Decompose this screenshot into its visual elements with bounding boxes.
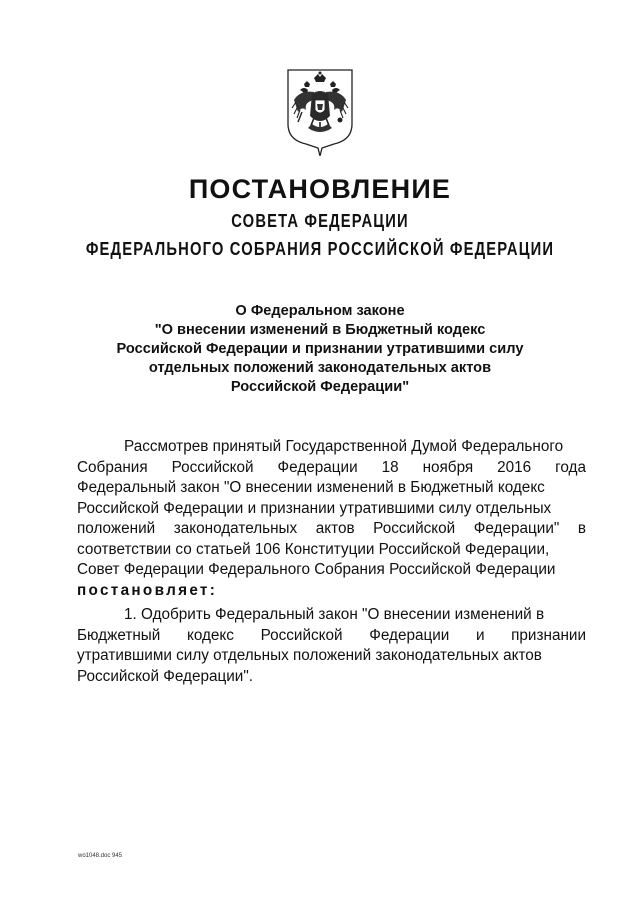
resolution-subject (0, 302, 640, 397)
paragraph-line: Совет Федерации Федерального Собрания Российской Федерации (77, 561, 556, 578)
issuing-body-line-2: ФЕДЕРАЛЬНОГО СОБРАНИЯ РОССИЙСКОЙ ФЕДЕРАЦИИ (85, 239, 555, 259)
paragraph-line: соответствии со статьей 106 Конституции Российской Федерации, (77, 540, 550, 558)
document-title: ПОСТАНОВЛЕНИЕ (188, 174, 452, 204)
subject-line: отдельных положений законодательных актов (148, 360, 492, 376)
paragraph-line: утратившими силу отдельных положений законодательных актов (77, 647, 542, 664)
paragraph-line: Бюджетный кодекс Российской Федерации и признании (77, 626, 586, 644)
subject-line: Российской Федерации и признании утратившими силу (116, 341, 524, 357)
subject-line: "О внесении изменений в Бюджетный кодекс (154, 322, 486, 338)
russian-coat-of-arms-icon (284, 66, 356, 156)
preamble-paragraph (77, 437, 586, 601)
paragraph-line: Российской Федерации и признании утратившими силу отдельных (77, 499, 552, 517)
paragraph-line: Рассмотрев принятый Государственной Думой Федерального (124, 438, 564, 455)
subject-line: О Федеральном законе (235, 303, 405, 319)
resolution-item-1 (77, 605, 586, 687)
subject-line: Российской Федерации" (230, 379, 410, 395)
paragraph-line: Российской Федерации". (77, 667, 254, 685)
paragraph-line: Собрания Российской Федерации 18 ноября 2016 года (77, 458, 586, 476)
paragraph-line: 1. Одобрить Федеральный закон "О внесении изменений в (124, 606, 545, 623)
document-file-code: wo1048.doc 945 (78, 853, 123, 859)
resolves-keyword: постановляет: (77, 581, 218, 599)
paragraph-line: Федеральный закон "О внесении изменений в Бюджетный кодекс (77, 479, 545, 496)
issuing-body-line-1: СОВЕТА ФЕДЕРАЦИИ (231, 211, 409, 231)
paragraph-line: положений законодательных актов Российской Федерации" в (77, 520, 586, 537)
